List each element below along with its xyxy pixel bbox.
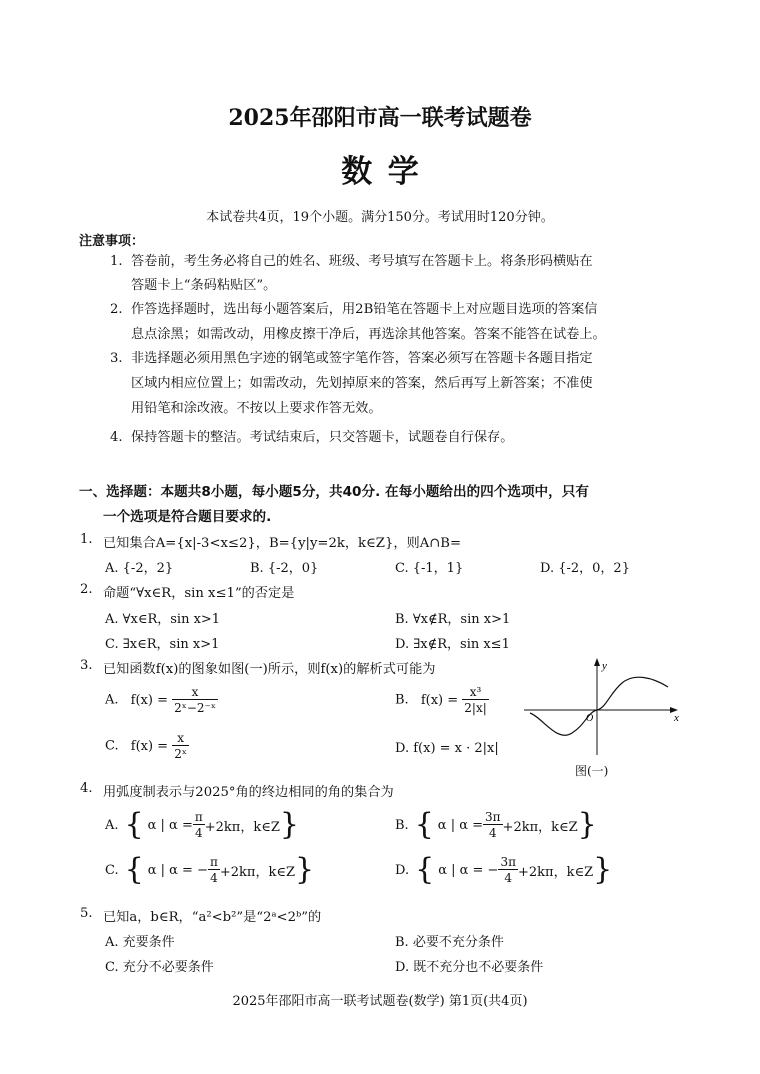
option-d (395, 852, 613, 887)
fraction (193, 811, 205, 839)
subject-title: 数学 (341, 154, 435, 190)
set-condition-tail: +2kπ，k∈Z (517, 864, 594, 880)
option-b: B. {-2，0} (250, 561, 319, 576)
fraction (172, 686, 218, 714)
note-line: 答题卡上“条码粘贴区”。 (131, 278, 277, 293)
note-line: 息点涂黑；如需改动，用橡皮擦干净后，再选涂其他答案。答案不能答在试卷上。 (131, 327, 606, 342)
question-stem: 用弧度制表示与2025°角的终边相同的角的集合为 (103, 785, 394, 800)
function-graph-figure (522, 655, 682, 760)
note-line: 作答选择题时，选出每小题答案后，用2B铅笔在答题卡上对应题目选项的答案信 (131, 302, 598, 317)
right-brace: } (577, 807, 597, 842)
denominator: 2ˣ−2⁻ˣ (174, 701, 216, 715)
set-condition-tail: +2kπ，k∈Z (502, 819, 578, 835)
denominator: 2ˣ (174, 747, 187, 761)
numerator: x (172, 732, 189, 746)
notes-heading: 注意事项： (79, 234, 145, 249)
option-a (105, 807, 299, 842)
page-footer: 2025年邵阳市高一联考试题卷(数学) 第1页(共4页) (232, 994, 528, 1009)
left-brace: { (124, 807, 144, 842)
numerator: π (194, 810, 203, 824)
option-d: D. {-2，0，2} (540, 561, 630, 576)
denominator: 4 (488, 826, 497, 840)
numerator: π (209, 855, 218, 869)
denominator: 4 (504, 871, 513, 885)
option-a: A. {-2，2} (105, 561, 174, 576)
option-c: C. 充分不必要条件 (105, 960, 214, 975)
option-d: D. f(x) = x · 2|x| (395, 741, 499, 756)
option-b (395, 686, 489, 714)
note-number: 1. (110, 254, 123, 269)
x-axis-label: x (674, 712, 679, 724)
option-c: C. ∃x∈R，sin x>1 (105, 637, 220, 652)
set-condition-tail: +2kπ，k∈Z (204, 819, 280, 835)
right-brace: } (279, 807, 299, 842)
function-curve (530, 677, 668, 735)
option-a: A. 充要条件 (105, 935, 175, 950)
option-d: D. 既不充分也不必要条件 (395, 960, 544, 975)
y-axis-label: y (602, 660, 607, 672)
question-number: 1. (80, 532, 93, 547)
denominator: 2|x| (464, 701, 487, 715)
note-line: 非选择题必须用黑色字迹的钢笔或签字笔作答，答案必须写在答题卡各题目指定 (131, 351, 593, 366)
formula-lhs: f(x) = (130, 738, 169, 754)
fraction (462, 686, 489, 714)
note-line: 区域内相应位置上；如需改动，先划掉原来的答案，然后再写上新答案；不准使 (131, 376, 593, 391)
option-label: B. (395, 817, 409, 833)
question-number: 4. (80, 781, 93, 796)
option-label: D. (395, 862, 410, 878)
left-brace: { (415, 852, 435, 887)
numerator: 3π (485, 810, 501, 824)
question-stem: 命题“∀x∈R，sin x≤1”的否定是 (103, 586, 295, 601)
denominator: 4 (210, 871, 218, 885)
fraction (172, 732, 189, 760)
fraction (208, 856, 220, 884)
option-label: A. (105, 817, 119, 833)
section-heading: 一、选择题：本题共8小题，每小题5分，共40分. 在每小题给出的四个选项中，只有 (79, 484, 589, 500)
option-c (105, 852, 315, 887)
option-c (105, 732, 189, 760)
left-brace: { (124, 852, 144, 887)
set-condition: α | α = − (147, 862, 208, 878)
option-label: A. (105, 692, 119, 708)
numerator: x (172, 686, 218, 700)
set-condition-tail: +2kπ，k∈Z (219, 864, 295, 880)
exam-intro: 本试卷共4页，19个小题。满分150分。考试用时120分钟。 (206, 210, 554, 225)
option-a (105, 686, 218, 714)
note-number: 2. (110, 302, 123, 317)
question-stem: 已知a，b∈R，“a²<b²”是“2ᵃ<2ᵇ”的 (103, 910, 322, 925)
origin-label: O (586, 713, 594, 724)
note-line: 答卷前，考生务必将自己的姓名、班级、考号填写在答题卡上。将条形码横贴在 (131, 254, 593, 269)
note-number: 4. (110, 430, 123, 445)
denominator: 4 (194, 826, 203, 840)
option-label: B. (395, 692, 409, 708)
y-axis-arrow (594, 658, 600, 666)
option-label: C. (105, 862, 119, 878)
option-b: B. 必要不充分条件 (395, 935, 504, 950)
note-line: 用铅笔和涂改液。不按以上要求作答无效。 (131, 401, 382, 416)
formula-lhs: f(x) = (420, 692, 459, 708)
option-label: C. (105, 738, 119, 754)
numerator: 3π (500, 855, 516, 869)
right-brace: } (295, 852, 315, 887)
option-b: B. ∀x∉R，sin x>1 (395, 612, 511, 627)
question-number: 5. (80, 906, 93, 921)
question-stem: 已知函数f(x)的图象如图(一)所示，则f(x)的解析式可能为 (103, 662, 436, 677)
set-condition: α | α = (147, 817, 193, 833)
note-line: 保持答题卡的整洁。考试结束后，只交答题卡，试题卷自行保存。 (131, 430, 514, 445)
fraction (498, 856, 518, 884)
note-number: 3. (110, 351, 123, 366)
option-b (395, 807, 597, 842)
right-brace: } (593, 852, 613, 887)
numerator: x³ (462, 686, 489, 700)
question-number: 2. (80, 582, 93, 597)
option-a: A. ∀x∈R，sin x>1 (105, 612, 221, 627)
formula-lhs: f(x) = (130, 692, 168, 708)
option-c: C. {-1，1} (395, 561, 464, 576)
option-d: D. ∃x∉R，sin x≤1 (395, 637, 510, 652)
set-condition: α | α = − (438, 862, 499, 878)
exam-title: 2025年邵阳市高一联考试题卷 (228, 105, 532, 131)
question-stem: 已知集合A={x|-3<x≤2}，B={y|y=2k，k∈Z}，则A∩B= (103, 536, 462, 551)
section-heading-cont: 一个选项是符合题目要求的. (103, 509, 272, 525)
figure-caption: 图(一) (575, 764, 609, 778)
question-number: 3. (80, 658, 93, 673)
set-condition: α | α = (437, 817, 484, 833)
left-brace: { (414, 807, 434, 842)
fraction (483, 811, 503, 839)
